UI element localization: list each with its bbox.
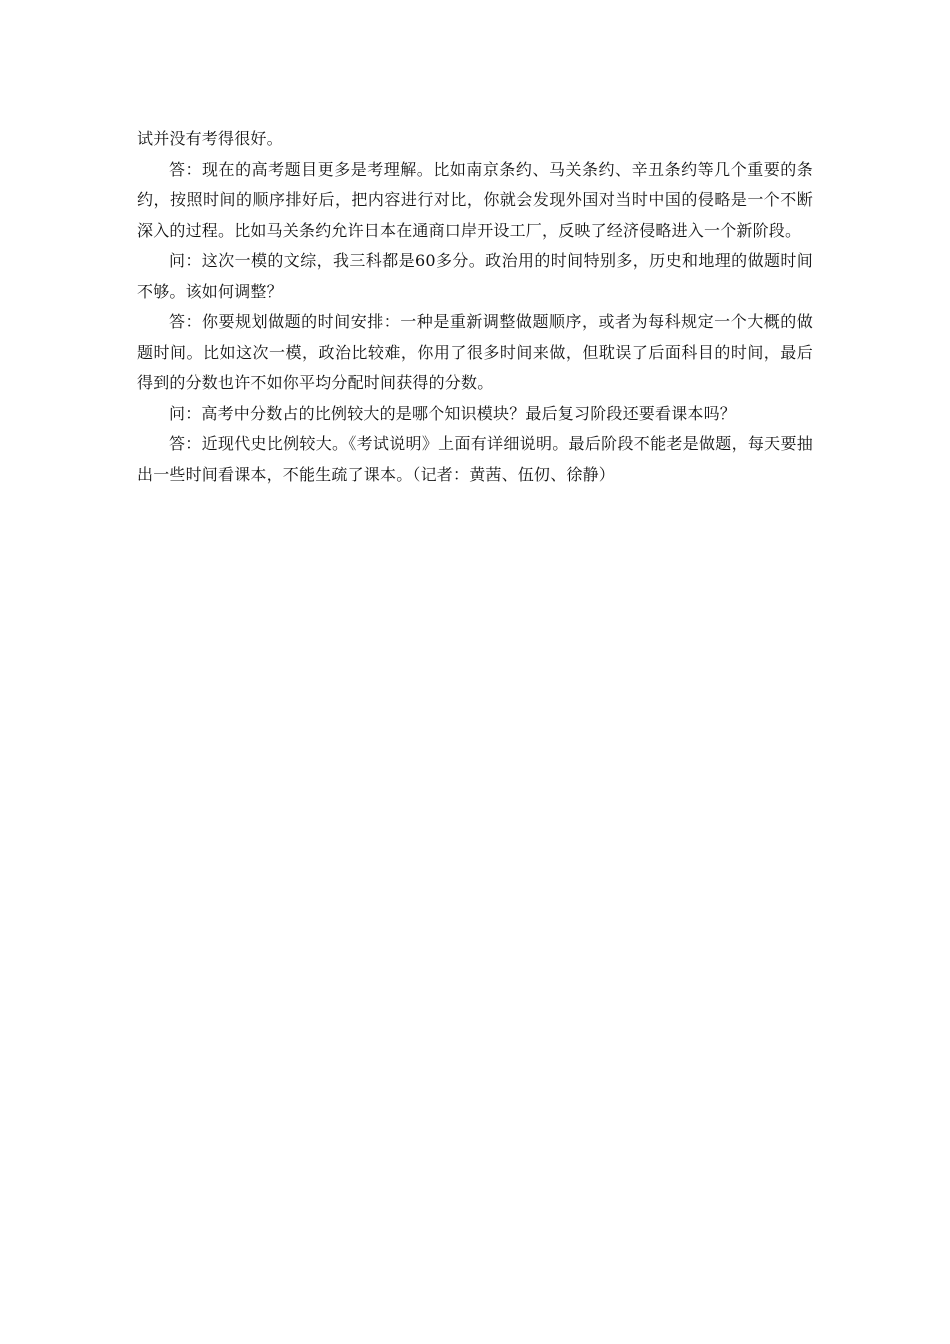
paragraph-continuation: 试并没有考得很好。 [137, 129, 283, 148]
paragraph-answer-3: 答：近现代史比例较大。《考试说明》上面有详细说明。最后阶段不能老是做题，每天要抽出一些时间看课本，不能生疏了课本。（记者：黄茜、伍仞、徐静） [137, 434, 813, 484]
paragraph-answer-1: 答：现在的高考题目更多是考理解。比如南京条约、马关条约、辛丑条约等几个重要的条约，按照时间的顺序排好后，把内容进行对比，你就会发现外国对当时中国的侵略是一个不断深入的过程。比如马关条约允许日本在通商口岸开设工厂，反映了经济侵略进入一个新阶段。 [137, 159, 813, 240]
paragraph-answer-2: 答：你要规划做题的时间安排：一种是重新调整做题顺序，或者为每科规定一个大概的做题时间。比如这次一模，政治比较难，你用了很多时间来做，但耽误了后面科目的时间，最后得到的分数也许不如你平均分配时间获得的分数。 [137, 312, 813, 392]
paragraph-question-3: 问：高考中分数占的比例较大的是哪个知识模块？最后复习阶段还要看课本吗？ [169, 403, 737, 423]
paragraph-question-2: 问：这次一模的文综，我三科都是60多分。政治用的时间特别多，历史和地理的做题时间不够。该如何调整？ [137, 251, 813, 301]
article-body [137, 124, 813, 490]
